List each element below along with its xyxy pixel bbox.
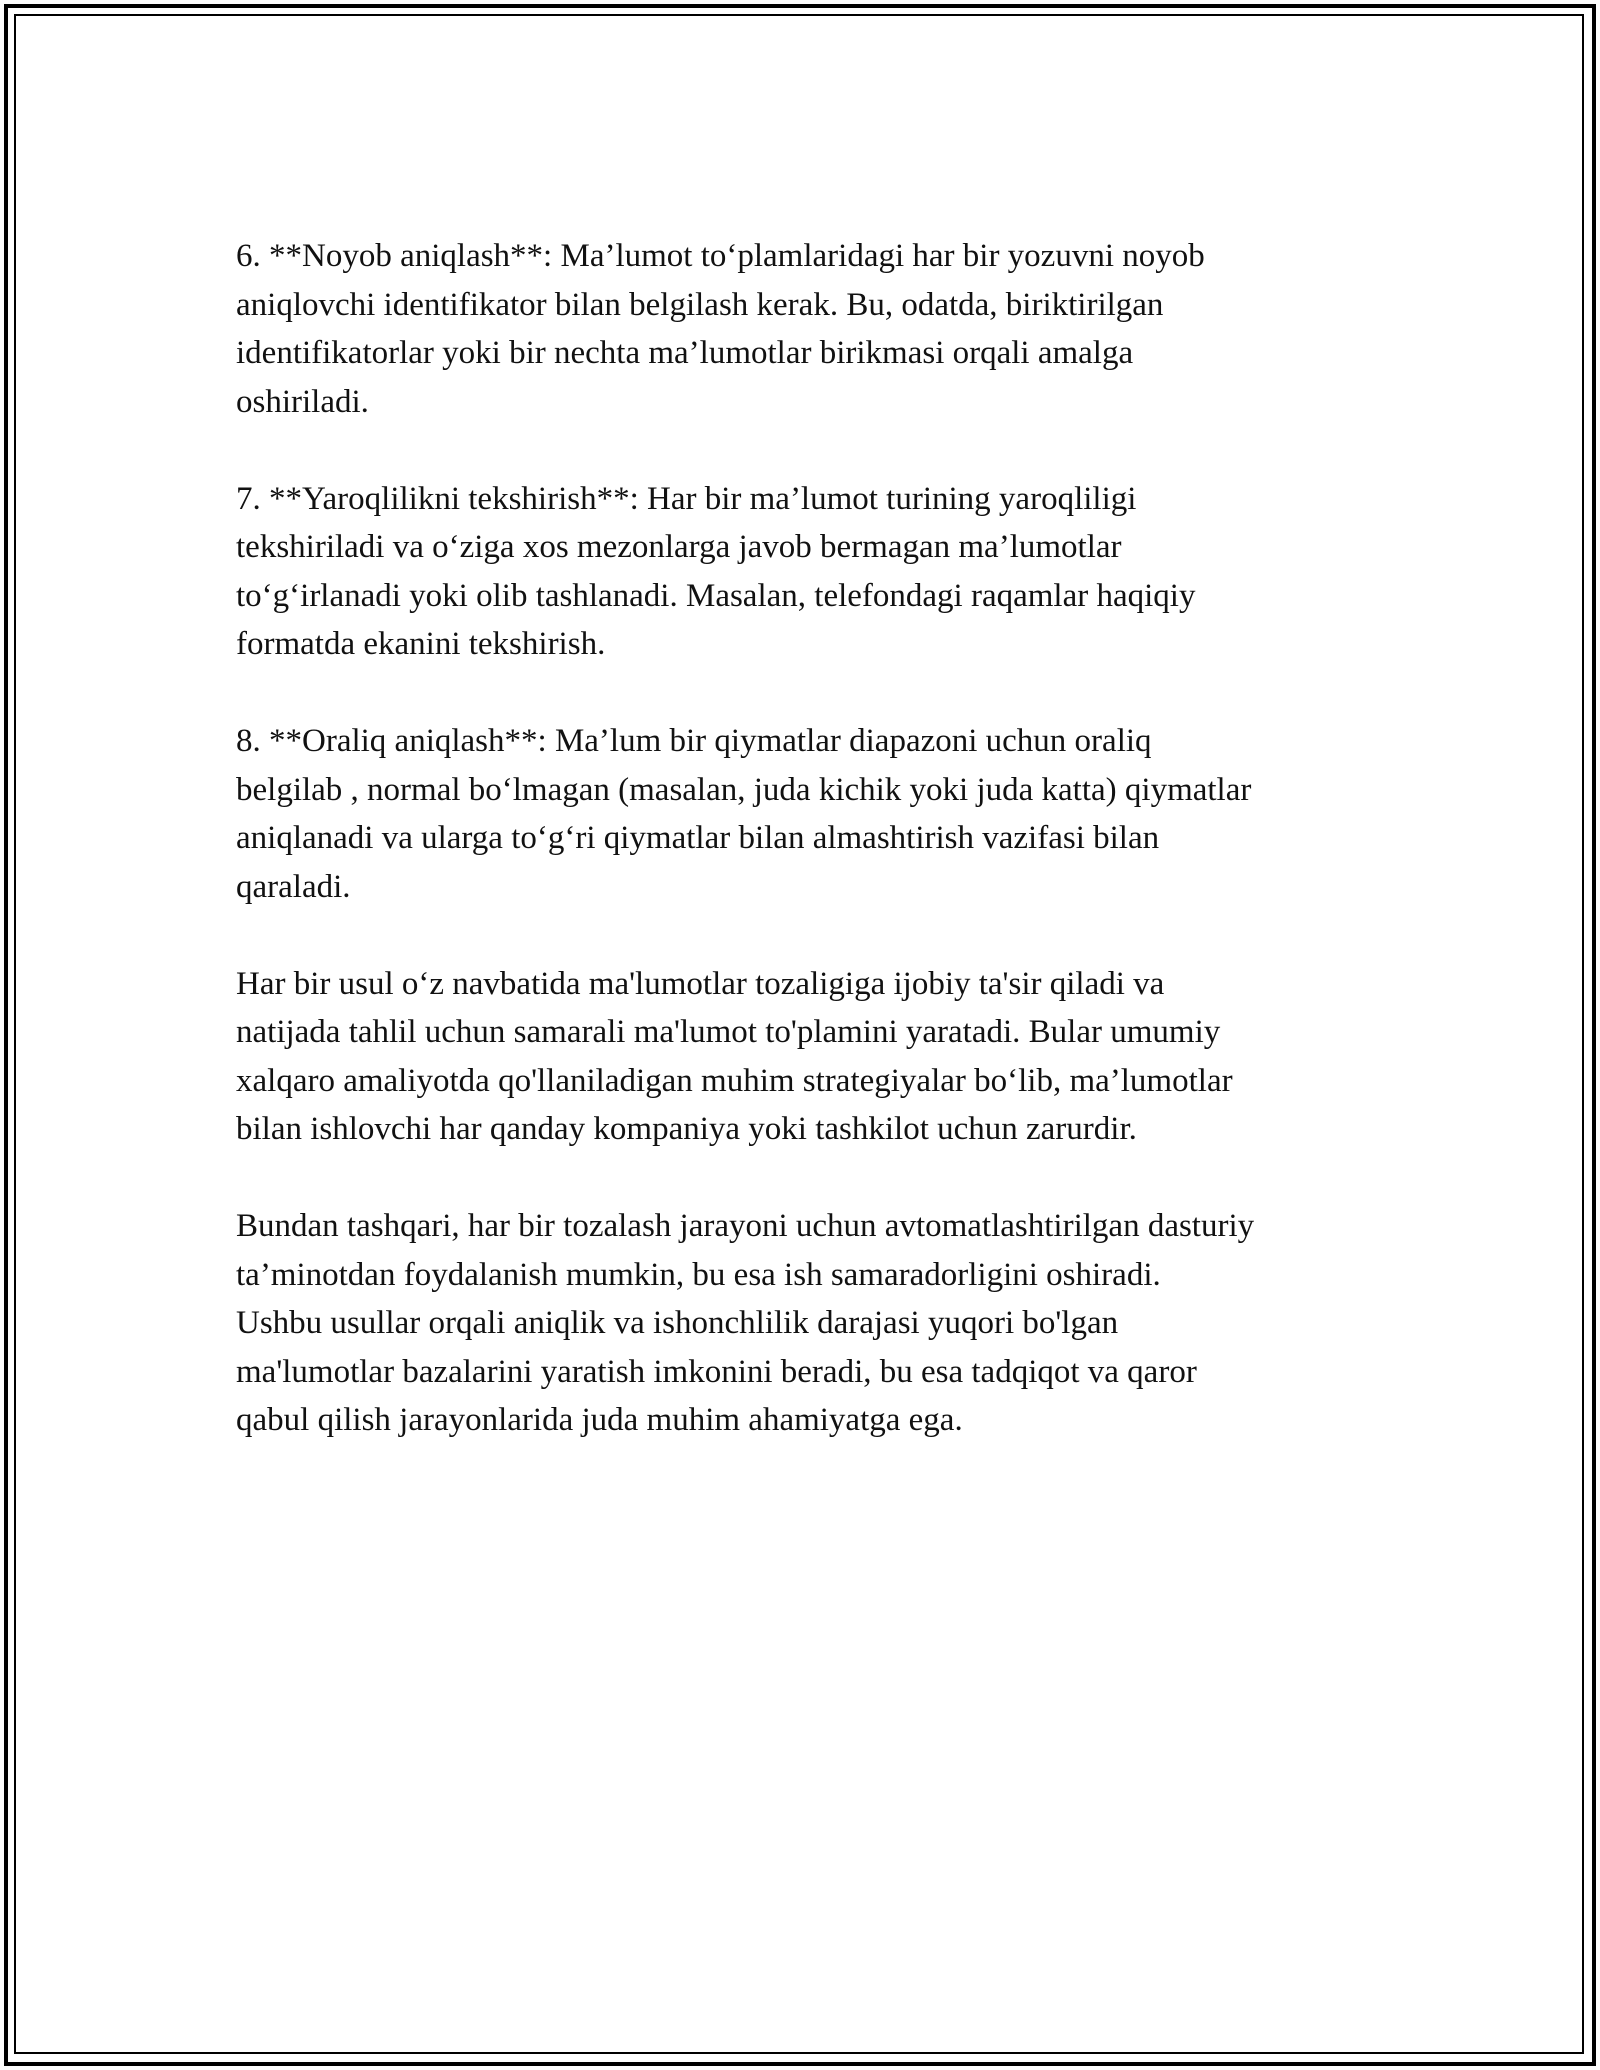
text-line: Har bir usul o‘z navbatida ma'lumotlar tozaligiga ijobiy ta'sir qiladi va	[236, 965, 1165, 1002]
text-line: qaraladi.	[236, 868, 351, 905]
text-line: natijada tahlil uchun samarali ma'lumot to'plamini yaratadi. Bular umumiy	[236, 1014, 1221, 1050]
paragraph-range-detection	[236, 717, 1386, 911]
text-line: qabul qilish jarayonlarida juda muhim ahamiyatga ega.	[236, 1402, 963, 1438]
text-line: ma'lumotlar bazalarini yaratish imkonini beradi, bu esa tadqiqot va qaror	[236, 1353, 1197, 1390]
paragraph-conclusion	[236, 1202, 1386, 1445]
paragraph-unique-identification	[236, 232, 1386, 426]
text-line: identifikatorlar yoki bir nechta ma’lumotlar birikmasi orqali amalga	[236, 335, 1134, 371]
text-line: 8. **Oraliq aniqlash**: Ma’lum bir qiymatlar diapazoni uchun oraliq	[236, 723, 1152, 759]
paragraph-summary	[236, 960, 1386, 1154]
text-line: Bundan tashqari, har bir tozalash jarayoni uchun avtomatlashtirilgan dasturiy	[236, 1208, 1255, 1244]
text-line: oshiriladi.	[236, 383, 369, 420]
text-line: 6. **Noyob aniqlash**: Ma’lumot to‘plamlaridagi har bir yozuvni noyob	[236, 238, 1205, 274]
paragraph-validity-check	[236, 475, 1386, 669]
text-line: formatda ekanini tekshirish.	[236, 626, 606, 662]
text-line: tekshiriladi va o‘ziga xos mezonlarga javob bermagan ma’lumotlar	[236, 529, 1122, 565]
document-body	[236, 232, 1386, 1493]
text-line: 7. **Yaroqlilikni tekshirish**: Har bir ma’lumot turining yaroqliligi	[236, 480, 1137, 517]
text-line: Ushbu usullar orqali aniqlik va ishonchlilik darajasi yuqori bo'lgan	[236, 1305, 1119, 1341]
text-line: to‘g‘irlanadi yoki olib tashlanadi. Masalan, telefondagi raqamlar haqiqiy	[236, 577, 1196, 614]
text-line: xalqaro amaliyotda qo'llaniladigan muhim strategiyalar bo‘lib, ma’lumotlar	[236, 1062, 1233, 1099]
text-line: bilan ishlovchi har qanday kompaniya yoki tashkilot uchun zarurdir.	[236, 1111, 1137, 1147]
text-line: aniqlovchi identifikator bilan belgilash kerak. Bu, odatda, biriktirilgan	[236, 286, 1164, 323]
text-line: belgilab , normal bo‘lmagan (masalan, juda kichik yoki juda katta) qiymatlar	[236, 771, 1252, 808]
text-line: aniqlanadi va ularga to‘g‘ri qiymatlar bilan almashtirish vazifasi bilan	[236, 820, 1160, 856]
text-line: ta’minotdan foydalanish mumkin, bu esa ish samaradorligini oshiradi.	[236, 1256, 1161, 1293]
